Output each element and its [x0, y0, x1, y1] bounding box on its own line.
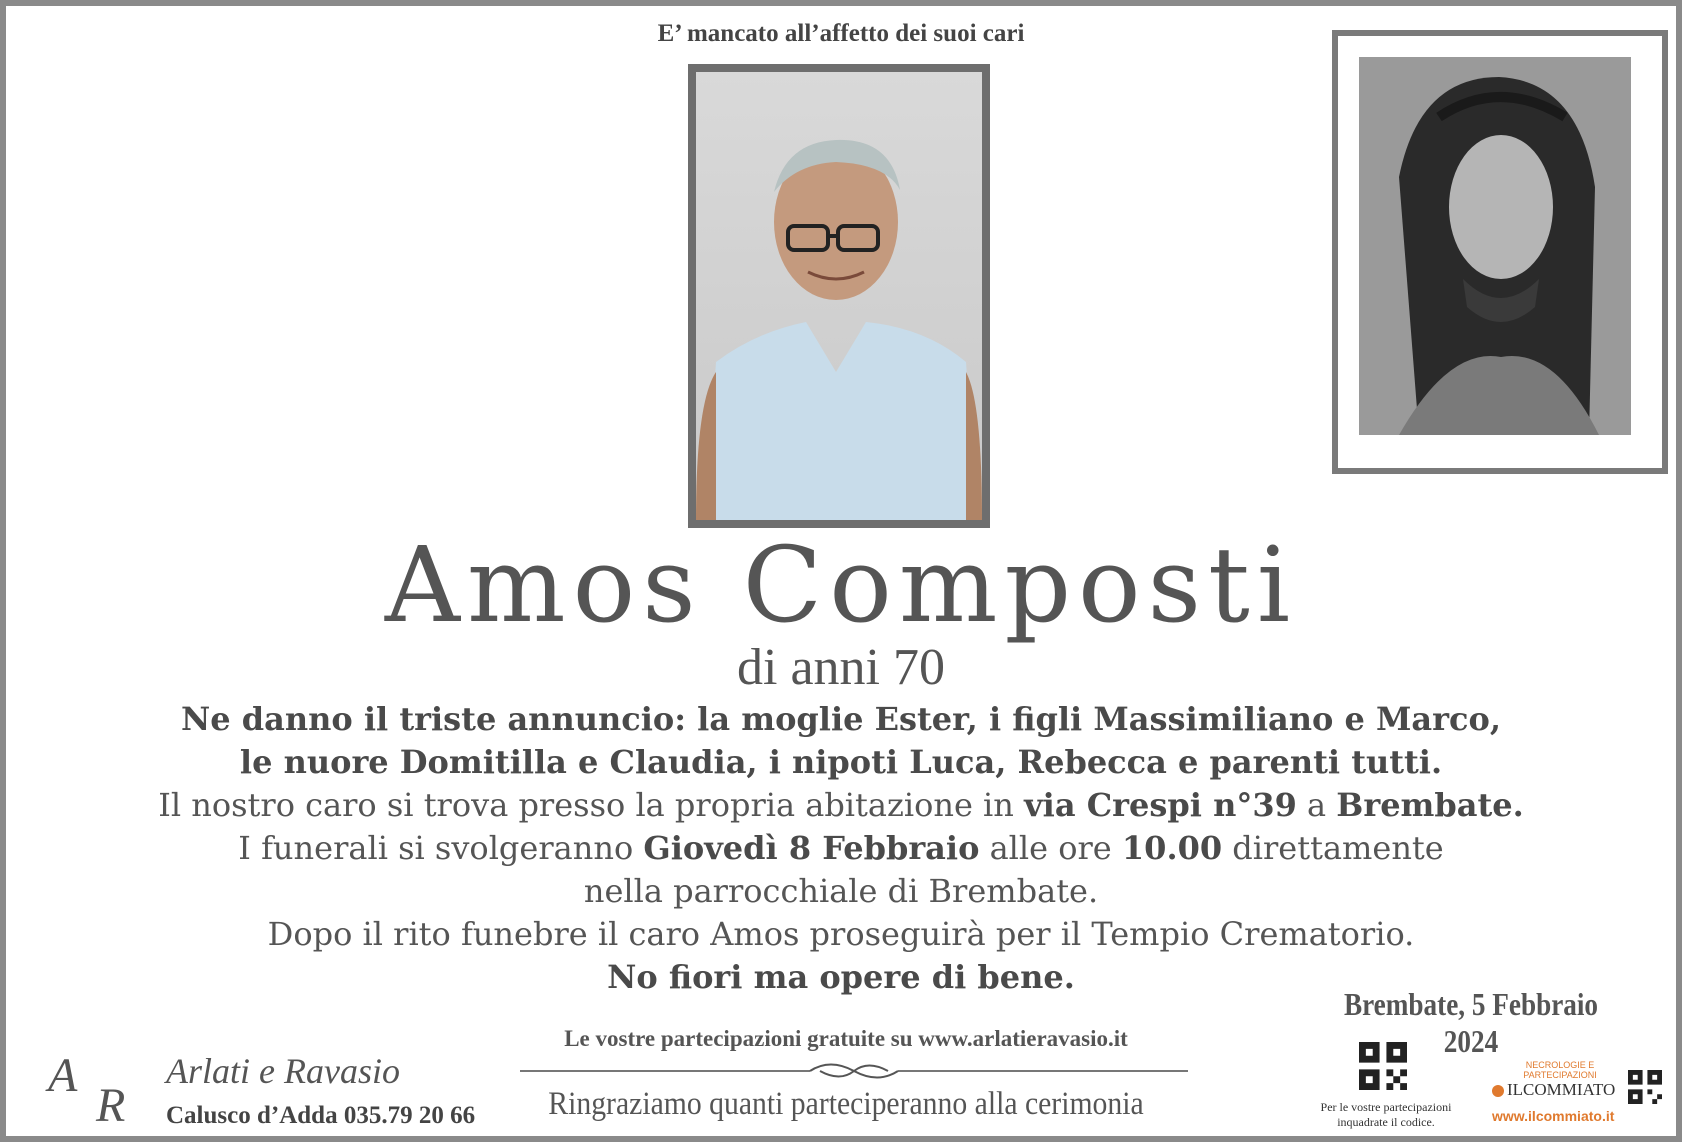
share-notice: Le vostre partecipazioni gratuite su www.arlatieravasio.it — [564, 1026, 1128, 1051]
qr-caption: Per le vostre partecipazioni inquadrate il codice. — [1320, 1100, 1452, 1129]
qr-code[interactable] — [1359, 1042, 1407, 1090]
announcement-line-4: I funerali si svolgeranno Giovedì 8 Febbraio alle ore 10.00 direttamente — [238, 829, 1444, 867]
funeral-home-monogram: A R — [48, 1049, 126, 1132]
funeral-home-address: Calusco d’Adda 035.79 20 66 — [166, 1102, 476, 1129]
commiato-url[interactable]: www.ilcommiato.it — [1492, 1108, 1615, 1124]
announcement-line-7: No fiori ma opere di bene. — [607, 958, 1075, 996]
commiato-tagline: NECROLOGIE E PARTECIPAZIONI — [1523, 1060, 1597, 1080]
ornamental-divider — [520, 1056, 1188, 1086]
thanks-text: Ringraziamo quanti parteciperanno alla cerimonia — [548, 1086, 1144, 1122]
commiato-logo-icon — [1492, 1085, 1504, 1097]
deceased-photo — [696, 72, 982, 520]
commiato-logo: ILCOMMIATO — [1492, 1080, 1628, 1100]
religious-image-frame — [1332, 30, 1668, 474]
religious-image — [1359, 57, 1631, 435]
obituary-notice — [6, 6, 1676, 1136]
deceased-age: di anni 70 — [737, 639, 945, 696]
announcement-line-1: Ne danno il triste annuncio: la moglie Ester, i figli Massimiliano e Marco, — [181, 700, 1501, 738]
dateline: Brembate, 5 Febbraio 2024 — [1343, 986, 1599, 1059]
deceased-name: Amos Composti — [384, 524, 1298, 646]
announcement-line-2: le nuore Domitilla e Claudia, i nipoti Luca, Rebecca e parenti tutti. — [239, 743, 1443, 781]
announcement-line-6: Dopo il rito funebre il caro Amos proseguirà per il Tempio Crematorio. — [267, 915, 1415, 953]
deceased-photo-frame — [688, 64, 990, 528]
announcement-text — [6, 698, 1676, 999]
announcement-line-3: Il nostro caro si trova presso la propria abitazione in via Crespi n°39 a Brembate. — [158, 786, 1524, 824]
deceased-portrait-illustration — [696, 72, 982, 520]
funeral-home-name: Arlati e Ravasio — [166, 1051, 400, 1091]
header-text: E’ mancato all’affetto dei suoi cari — [657, 20, 1025, 47]
commiato-qr-code[interactable] — [1628, 1070, 1662, 1104]
announcement-line-5: nella parrocchiale di Brembate. — [583, 872, 1099, 910]
religious-portrait-illustration — [1359, 57, 1631, 435]
